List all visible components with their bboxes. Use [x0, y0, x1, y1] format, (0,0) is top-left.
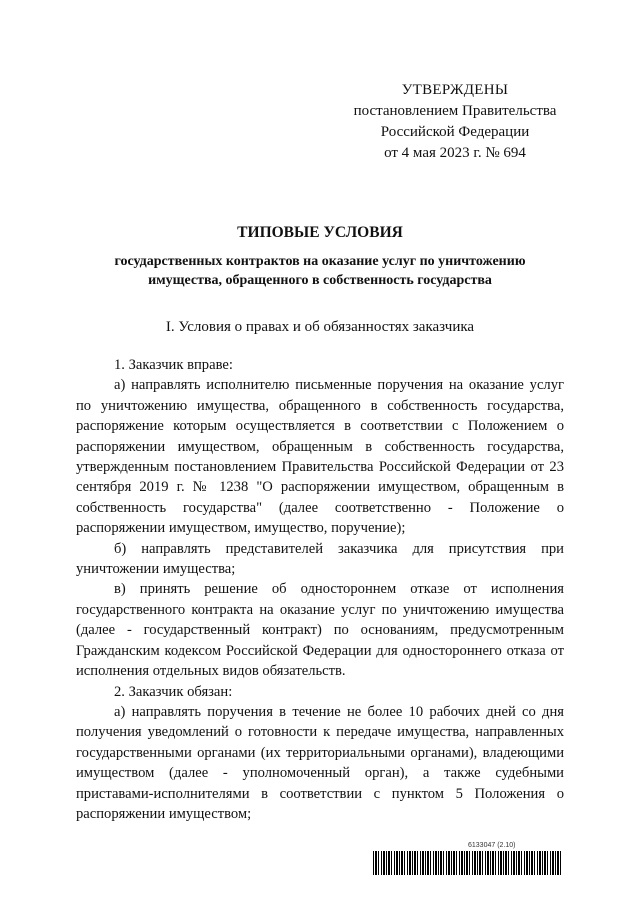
approval-line-2: Российской Федерации	[380, 124, 530, 140]
document-title: ТИПОВЫЕ УСЛОВИЯ	[237, 224, 403, 241]
approval-heading: УТВЕРЖДЕНЫ	[401, 82, 509, 98]
subtitle-line-2: имущества, обращенного в собственность государства	[148, 273, 492, 288]
clause-1b: б) направлять представителей заказчика для присутствия при уничтожении имущества;	[76, 540, 564, 578]
barcode-image	[373, 851, 563, 875]
footer-code: 6133047 (2.10)	[468, 842, 516, 849]
approval-line-1: постановлением Правительства	[353, 103, 557, 119]
clause-1c: в) принять решение об одностороннем отказе от исполнения государственного контракта на оказание услуг по уничтожению имущества (далее - государственный контракт) по основаниям, предусмотренным Гражданским кодексом Российской Федерации для одностороннего отказа от исполнения отдельных видов обязательств.	[76, 581, 564, 680]
section-heading: I. Условия о правах и об обязанностях заказчика	[165, 319, 475, 335]
approval-line-3: от 4 мая 2023 г. № 694	[384, 145, 526, 161]
clause-1a: а) направлять исполнителю письменные поручения на оказание услуг по уничтожению имущества, обращенного в собственность государства, распоряжение которым осуществляется в соответствии с Положением о распоряжении имуществом, обращенным в собственность государства, утвержденным постановлением Правительства Российской Федерации от 23 сентября 2019 г. № 1238 "О распоряжении имуществом, обращенным в собственность государства" (далее соответственно - Положение о распоряжении имуществом, имущество, поручение);	[76, 377, 564, 537]
document-body	[76, 355, 564, 824]
clause-2a: а) направлять поручения в течение не более 10 рабочих дней со дня получения уведомлений о готовности к передаче имущества, направленных государственными органами (их территориальными органами), владеющими имуществом (далее - уполномоченный орган), а также судебными приставами-исполнителями в соответствии с пунктом 5 Положения о распоряжении имуществом;	[76, 703, 564, 822]
clause-1-heading: 1. Заказчик вправе:	[114, 357, 233, 373]
approval-block	[340, 80, 570, 164]
clause-2-heading: 2. Заказчик обязан:	[114, 683, 233, 700]
subtitle-line-1: государственных контрактов на оказание услуг по уничтожению	[114, 254, 526, 269]
document-subtitle	[70, 252, 570, 290]
